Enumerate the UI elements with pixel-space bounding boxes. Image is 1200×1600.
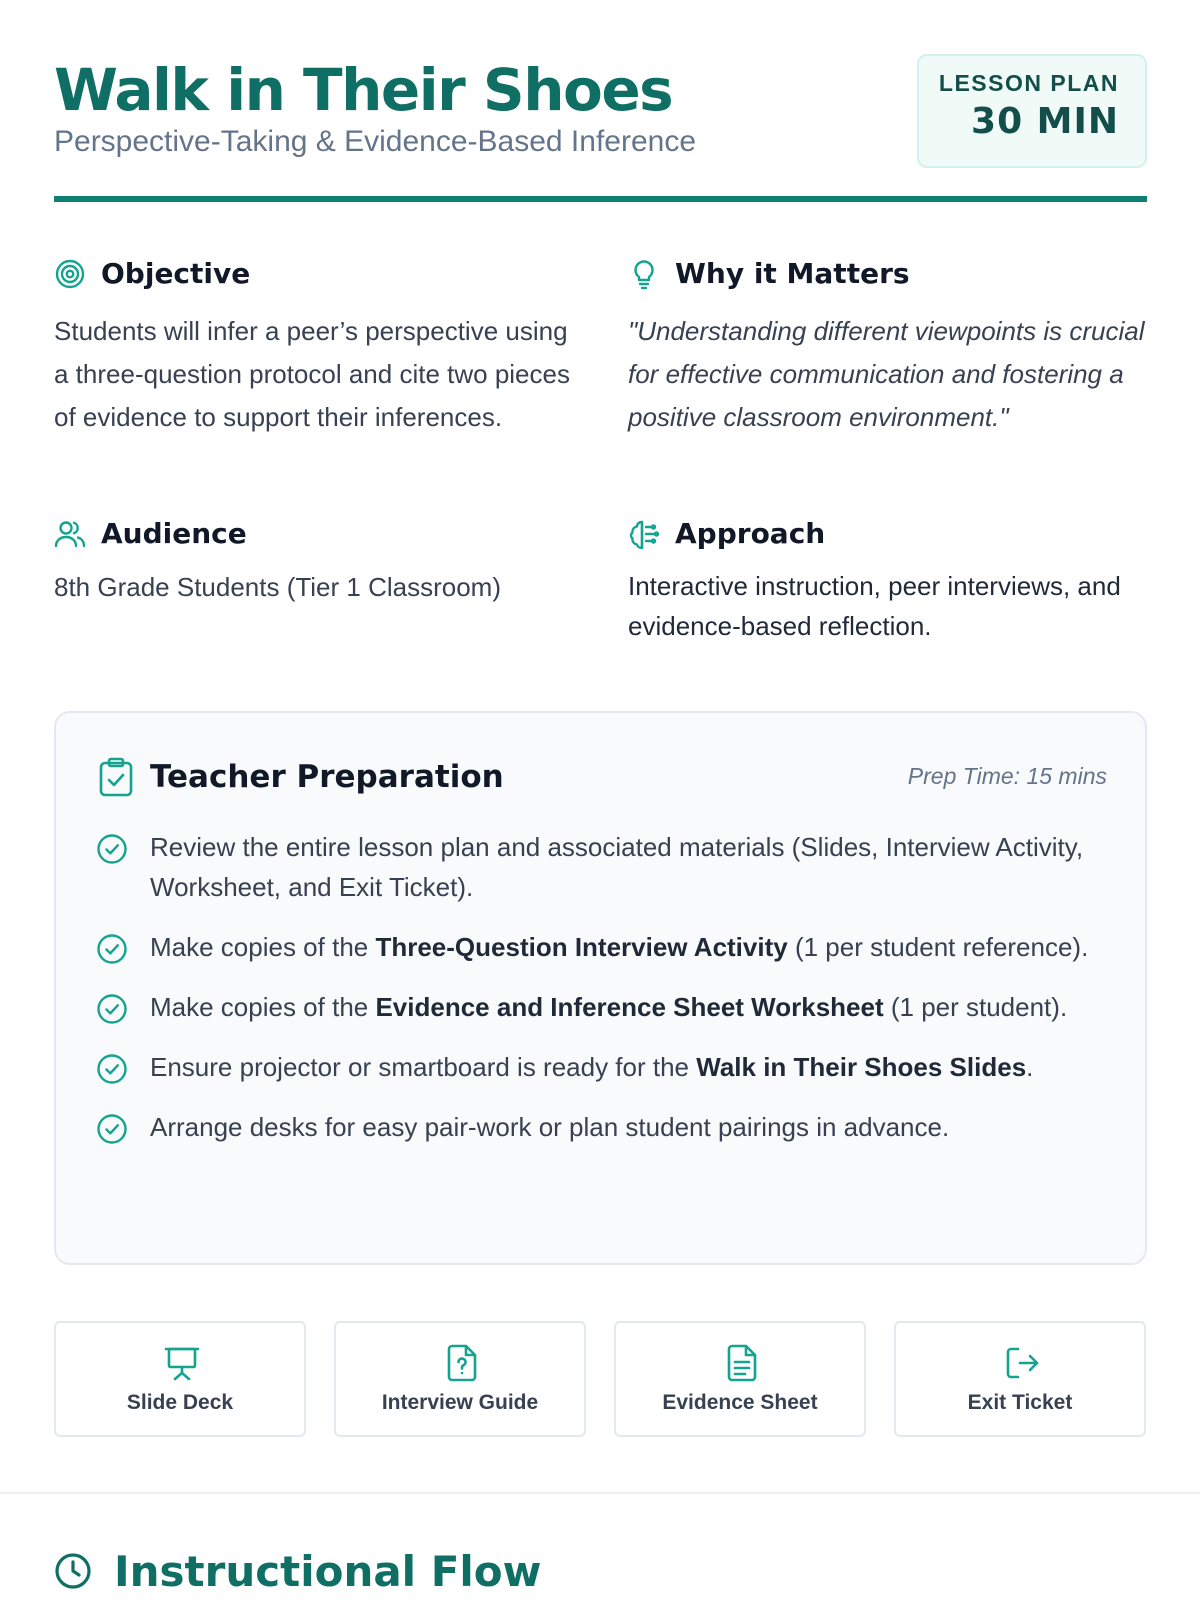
clipboard-check-icon: [98, 757, 134, 797]
audience-title: Audience: [101, 517, 247, 550]
lesson-header: [54, 52, 1147, 202]
check-circle-icon: [96, 933, 128, 965]
prep-item: [96, 927, 1111, 967]
users-icon: [54, 518, 86, 550]
approach-text: Interactive instruction, peer interviews, and evidence-based reflection.: [628, 571, 1121, 641]
lightbulb-icon: [628, 258, 660, 290]
prep-item-text-after: (1 per student reference).: [787, 932, 1089, 962]
slide-deck-button[interactable]: [54, 1321, 306, 1437]
prep-item-text: Review the entire lesson plan and associated materials (Slides, Interview Activity, Worksheet, and Exit Ticket).: [150, 832, 1084, 902]
instructional-flow-title: Instructional Flow: [114, 1547, 542, 1596]
approach-title: Approach: [675, 517, 826, 550]
duration-badge: [917, 54, 1147, 168]
target-icon: [54, 258, 86, 290]
prep-item-emphasis: Walk in Their Shoes Slides: [696, 1052, 1027, 1082]
interview-guide-button[interactable]: [334, 1321, 586, 1437]
presentation-icon: [164, 1343, 200, 1383]
prep-item-emphasis: Evidence and Inference Sheet Worksheet: [375, 992, 884, 1022]
interview-guide-label: Interview Guide: [381, 1391, 539, 1414]
check-circle-icon: [96, 1113, 128, 1145]
badge-label: LESSON PLAN: [938, 70, 1119, 96]
exit-ticket-button[interactable]: [894, 1321, 1146, 1437]
check-circle-icon: [96, 833, 128, 865]
why-quote: "Understanding different viewpoints is crucial for effective communication and fostering a positive classroom environment.": [628, 316, 1145, 432]
prep-item-emphasis: Three-Question Interview Activity: [375, 932, 788, 962]
slide-deck-label: Slide Deck: [126, 1391, 234, 1414]
objective-title: Objective: [101, 257, 251, 290]
section-divider: [0, 1492, 1200, 1494]
check-circle-icon: [96, 993, 128, 1025]
prep-item-text: Make copies of the: [150, 932, 376, 962]
prep-item-text-after: .: [1026, 1052, 1034, 1082]
approach-section: [628, 514, 1148, 646]
audience-section: [54, 514, 574, 609]
check-circle-icon: [96, 1053, 128, 1085]
evidence-sheet-label: Evidence Sheet: [662, 1391, 818, 1414]
clock-icon: [54, 1552, 92, 1590]
resource-buttons: [54, 1321, 1147, 1437]
why-section: [628, 254, 1148, 439]
exit-ticket-label: Exit Ticket: [967, 1391, 1073, 1414]
prep-checklist: [96, 827, 1111, 1167]
page-subtitle: Perspective-Taking & Evidence-Based Inference: [54, 125, 697, 158]
prep-title: Teacher Preparation: [150, 759, 504, 795]
document-icon: [724, 1343, 760, 1383]
prep-item-text: Arrange desks for easy pair-work or plan student pairings in advance.: [150, 1112, 950, 1142]
evidence-sheet-button[interactable]: [614, 1321, 866, 1437]
prep-item: [96, 827, 1111, 907]
brain-icon: [628, 518, 660, 550]
prep-item: [96, 1107, 1111, 1147]
audience-text: 8th Grade Students (Tier 1 Classroom): [54, 572, 501, 602]
why-title: Why it Matters: [675, 257, 910, 290]
objective-section: [54, 254, 574, 439]
prep-item: [96, 987, 1111, 1027]
prep-item-text: Make copies of the: [150, 992, 376, 1022]
page-title: Walk in Their Shoes: [54, 56, 673, 124]
exit-icon: [1004, 1343, 1040, 1383]
prep-item-text-after: (1 per student).: [883, 992, 1068, 1022]
objective-text: Students will infer a peer’s perspective using a three-question protocol and cite two pieces of evidence to support their inferences.: [54, 316, 570, 432]
question-file-icon: [444, 1343, 480, 1383]
teacher-preparation-card: [54, 711, 1147, 1265]
prep-time: Prep Time: 15 mins: [907, 763, 1107, 789]
prep-item: [96, 1047, 1111, 1087]
prep-item-text: Ensure projector or smartboard is ready for the: [150, 1052, 697, 1082]
badge-value: 30 MIN: [971, 101, 1119, 142]
